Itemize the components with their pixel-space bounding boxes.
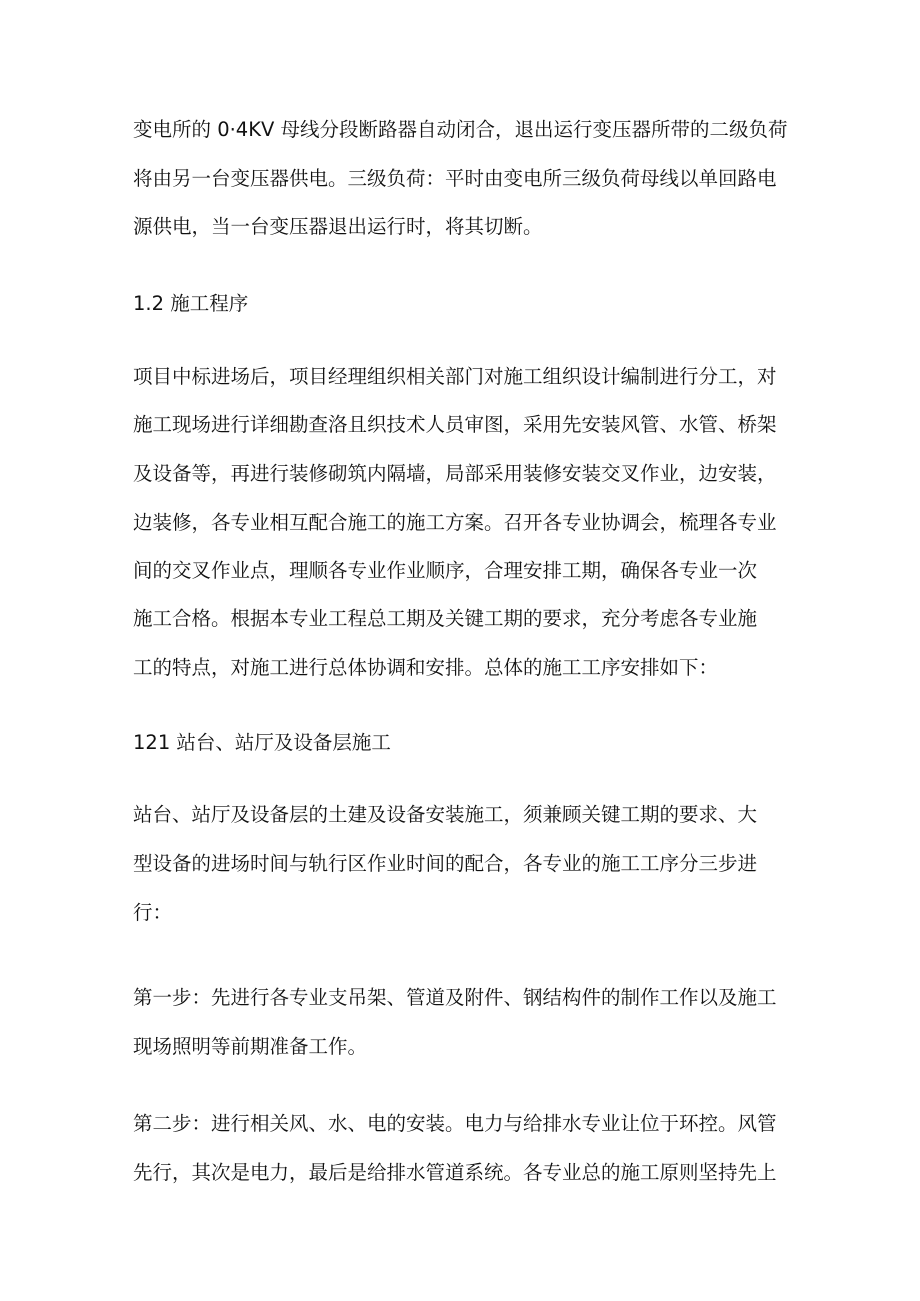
section-heading: 1.2 施工程序 [133, 292, 249, 315]
paragraph-line: 先行，其次是电力，最后是给排水管道系统。各专业总的施工原则坚持先上 [133, 1161, 777, 1184]
paragraph-line: 第二步：进行相关风、水、电的安装。电力与给排水专业让位于环控。风管 [133, 1112, 777, 1135]
paragraph-line: 现场照明等前期准备工作。 [133, 1035, 368, 1058]
paragraph-line: 边装修，各专业相互配合施工的施工方案。召开各专业协调会，梳理各专业 [133, 511, 777, 534]
paragraph-line: 项目中标进场后，项目经理组织相关部门对施工组织设计编制进行分工，对 [133, 365, 777, 388]
paragraph-line: 施工现场进行详细勘查洛且织技术人员审图，采用先安装风管、水管、桥架 [133, 413, 777, 436]
paragraph-line: 行： [133, 901, 173, 924]
paragraph-line: 及设备等，再进行装修砌筑内隔墙，局部采用装修安装交叉作业，边安装， [133, 462, 777, 485]
paragraph-line: 间的交叉作业点，理顺各专业作业顺序，合理安排工期，确保各专业一次 [133, 559, 758, 582]
paragraph-line: 变电所的 0·4KV 母线分段断路器自动闭合，退出运行变压器所带的二级负荷 [133, 118, 788, 141]
paragraph-line: 施工合格。根据本专业工程总工期及关键工期的要求，充分考虑各专业施 [133, 607, 758, 630]
paragraph-line: 工的特点，对施工进行总体协调和安排。总体的施工工序安排如下： [133, 656, 719, 679]
paragraph-line: 将由另一台变压器供电。三级负荷：平时由变电所三级负荷母线以单回路电 [133, 167, 777, 190]
paragraph-line: 源供电，当一台变压器退出运行时，将其切断。 [133, 215, 543, 238]
paragraph-line: 型设备的进场时间与轨行区作业时间的配合，各专业的施工工序分三步进 [133, 852, 758, 875]
section-heading: 121 站台、站厅及设备层施工 [133, 731, 391, 754]
paragraph-line: 站台、站厅及设备层的土建及设备安装施工，须兼顾关键工期的要求、大 [133, 803, 758, 826]
paragraph-line: 第一步：先进行各专业支吊架、管道及附件、钢结构件的制作工作以及施工 [133, 986, 777, 1009]
